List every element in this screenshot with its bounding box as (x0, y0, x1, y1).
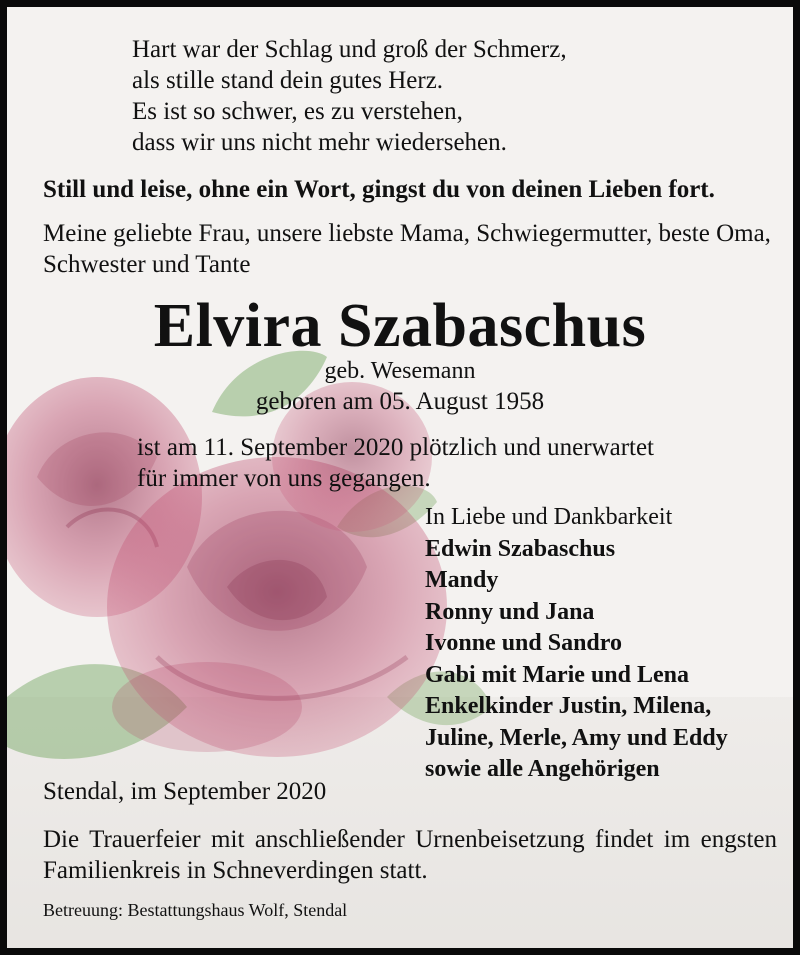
funeral-service-info: Die Trauerfeier mit anschließender Urnenbeisetzung findet im engsten Familienkreis in Schneverdingen statt. (43, 826, 777, 884)
mourner: Gabi mit Marie und Lena (425, 661, 690, 688)
funeral-home-credit: Betreuung: Bestattungshaus Wolf, Stendal (43, 900, 348, 920)
birth-date: geboren am 05. August 1958 (255, 388, 545, 415)
poem-line: dass wir uns nicht mehr wiedersehen. (132, 129, 507, 156)
relation-intro: Meine geliebte Frau, unsere liebste Mama, Schwiegermutter, beste Oma, Schwester und Tante (43, 220, 771, 278)
mourner: Ronny und Jana (425, 598, 595, 625)
mourner: sowie alle Angehörigen (425, 756, 660, 782)
death-notice (137, 433, 654, 495)
poem-line: Hart war der Schlag und groß der Schmerz, (132, 36, 567, 63)
place-date: Stendal, im September 2020 (43, 778, 327, 805)
death-notice-line: für immer von uns gegangen. (137, 465, 431, 492)
poem-line: als stille stand dein gutes Herz. (132, 67, 444, 94)
mourner: Ivonne und Sandro (425, 630, 622, 656)
poem-line: Es ist so schwer, es zu verstehen, (132, 98, 463, 125)
mourner: Edwin Szabaschus (425, 535, 616, 562)
deceased-name: Elvira Szabaschus (153, 292, 647, 360)
maiden-name: geb. Wesemann (324, 358, 476, 384)
poem (132, 35, 567, 159)
farewell-line: Still und leise, ohne ein Wort, gingst du von deinen Lieben fort. (43, 176, 715, 203)
mourner: Enkelkinder Justin, Milena, (425, 693, 712, 719)
mourner: Juline, Merle, Amy und Eddy (425, 724, 728, 751)
mourners-heading: In Liebe und Dankbarkeit (425, 504, 673, 530)
mourner: Mandy (425, 567, 499, 593)
mourners-list (425, 503, 728, 787)
death-notice-line: ist am 11. September 2020 plötzlich und unerwartet (137, 434, 655, 461)
